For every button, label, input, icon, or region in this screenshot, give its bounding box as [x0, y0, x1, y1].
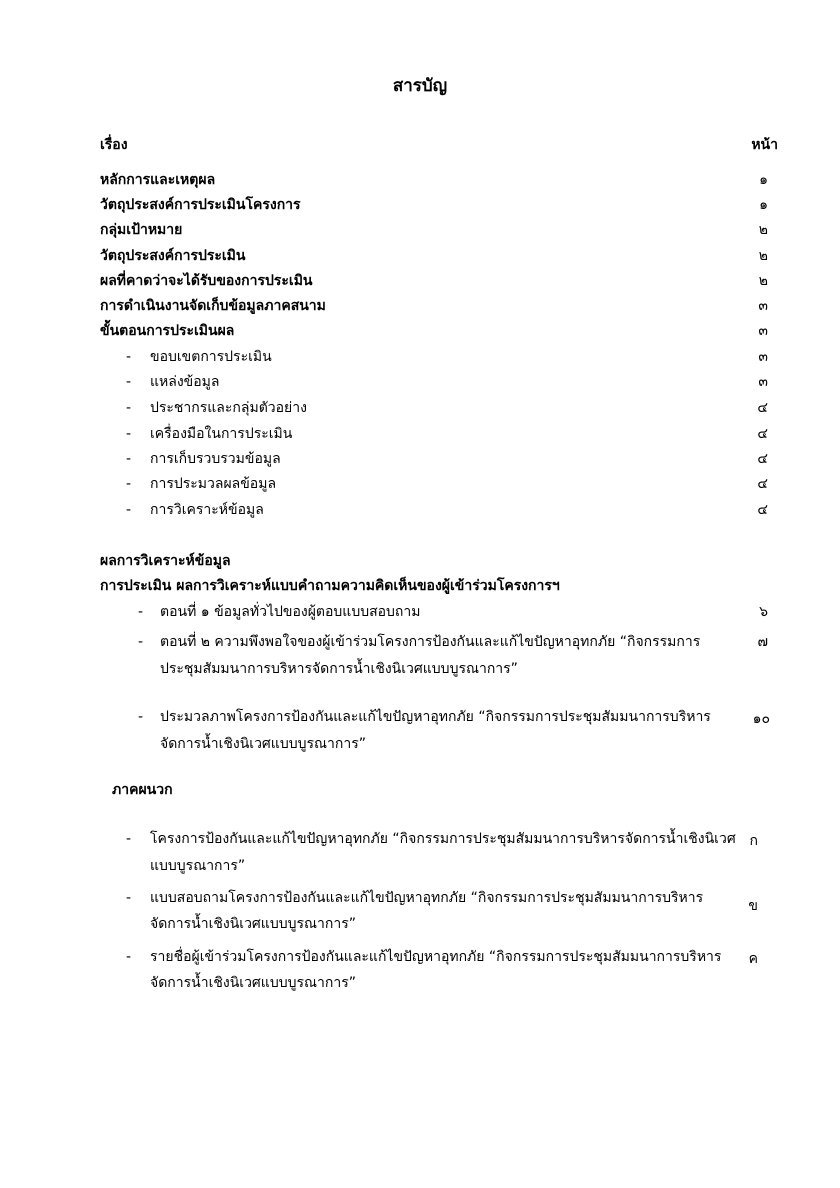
- toc-entry-main: ผลที่คาดว่าจะได้รับของการประเมิน: [100, 273, 313, 289]
- toc-page-number: ๑: [759, 172, 768, 188]
- toc-entry-main: วัตถุประสงค์การประเมินโครงการ: [100, 197, 301, 213]
- toc-page-number: ๓: [758, 298, 768, 314]
- toc-entry-appendix-cont: แบบบูรณาการ”: [150, 858, 246, 874]
- bullet-dash: -: [138, 634, 144, 650]
- bullet-dash: -: [126, 890, 132, 906]
- toc-page-number: ๑๐: [752, 711, 770, 727]
- toc-entry-main: วัตถุประสงค์การประเมิน: [100, 248, 246, 264]
- bullet-dash: -: [126, 949, 132, 965]
- toc-entry-analysis: ตอนที่ ๑ ข้อมูลทั่วไปของผู้ตอบแบบสอบถาม: [160, 604, 421, 620]
- toc-page-number: ๔: [757, 476, 768, 492]
- toc-page-number: ๒: [758, 222, 768, 238]
- toc-page-number: ๓: [758, 374, 768, 390]
- toc-page-letter: ข: [748, 898, 758, 914]
- toc-entry-sub: แหล่งข้อมูล: [150, 374, 220, 390]
- bullet-dash: -: [126, 476, 132, 492]
- toc-entry-main: ขั้นตอนการประเมินผล: [100, 323, 235, 339]
- toc-page-number: ๗: [757, 634, 768, 650]
- toc-entry-analysis: ประมวลภาพโครงการป้องกันและแก้ไขปัญหาอุทกภัย “กิจกรรมการประชุมสัมมนาการบริหาร: [160, 709, 711, 725]
- bullet-dash: -: [126, 349, 132, 365]
- toc-page-number: ๔: [757, 502, 768, 518]
- toc-page-number: ๑: [759, 197, 768, 213]
- toc-entry-analysis-cont: จัดการน้ำเชิงนิเวศแบบบูรณาการ”: [160, 736, 366, 752]
- toc-page-number: ๓: [758, 349, 768, 365]
- toc-entry-analysis: ตอนที่ ๒ ความพึงพอใจของผู้เข้าร่วมโครงการป้องกันและแก้ไขปัญหาอุทกภัย “กิจกรรมการ: [160, 634, 701, 650]
- toc-page-number: ๖: [759, 604, 768, 620]
- bullet-dash: -: [126, 374, 132, 390]
- toc-entry-sub: การเก็บรวบรวมข้อมูล: [150, 451, 281, 467]
- toc-entry-appendix-cont: จัดการน้ำเชิงนิเวศแบบบูรณาการ”: [150, 975, 356, 991]
- toc-page-number: ๔: [757, 426, 768, 442]
- bullet-dash: -: [126, 400, 132, 416]
- bullet-dash: -: [138, 709, 144, 725]
- toc-entry-sub: การประมวลผลข้อมูล: [150, 476, 277, 492]
- toc-entry-appendix: รายชื่อผู้เข้าร่วมโครงการป้องกันและแก้ไขปัญหาอุทกภัย “กิจกรรมการประชุมสัมมนาการบริหาร: [150, 949, 722, 965]
- bullet-dash: -: [126, 502, 132, 518]
- toc-page-letter: ค: [748, 951, 758, 967]
- section-heading-analysis: ผลการวิเคราะห์ข้อมูล: [100, 553, 231, 569]
- toc-page-number: ๒: [758, 248, 768, 264]
- toc-page-number: ๓: [758, 323, 768, 339]
- toc-page-number: ๔: [757, 400, 768, 416]
- bullet-dash: -: [126, 426, 132, 442]
- toc-entry-main: การดำเนินงานจัดเก็บข้อมูลภาคสนาม: [100, 298, 326, 314]
- section-heading-appendix: ภาคผนวก: [112, 782, 173, 798]
- toc-page-number: ๒: [758, 273, 768, 289]
- header-topic: เรื่อง: [100, 137, 128, 153]
- toc-entry-sub: ขอบเขตการประเมิน: [150, 349, 272, 365]
- toc-entry-sub: เครื่องมือในการประเมิน: [150, 426, 293, 442]
- toc-title: สารบัญ: [392, 76, 448, 96]
- toc-entry-appendix: แบบสอบถามโครงการป้องกันและแก้ไขปัญหาอุทกภัย “กิจกรรมการประชุมสัมมนาการบริหาร: [150, 890, 704, 906]
- bullet-dash: -: [126, 451, 132, 467]
- bullet-dash: -: [126, 831, 132, 847]
- toc-page-number: ๔: [757, 451, 768, 467]
- toc-entry-sub: การวิเคราะห์ข้อมูล: [150, 502, 264, 518]
- toc-entry-appendix-cont: จัดการน้ำเชิงนิเวศแบบบูรณาการ”: [150, 916, 356, 932]
- toc-entry-appendix: โครงการป้องกันและแก้ไขปัญหาอุทกภัย “กิจกรรมการประชุมสัมมนาการบริหารจัดการน้ำเชิงนิเวศ: [150, 831, 736, 847]
- toc-entry-sub: ประชากรและกลุ่มตัวอย่าง: [150, 400, 307, 416]
- toc-entry-analysis-cont: ประชุมสัมมนาการบริหารจัดการน้ำเชิงนิเวศแบบบูรณาการ”: [160, 661, 518, 677]
- header-page: หน้า: [751, 137, 778, 153]
- bullet-dash: -: [138, 604, 144, 620]
- toc-entry-main: หลักการและเหตุผล: [100, 172, 216, 188]
- section-subheading-evaluation: การประเมิน ผลการวิเคราะห์แบบคำถามความคิดเห็นของผู้เข้าร่วมโครงการฯ: [100, 578, 560, 594]
- toc-entry-main: กลุ่มเป้าหมาย: [100, 222, 183, 238]
- toc-page-letter: ก: [749, 833, 758, 849]
